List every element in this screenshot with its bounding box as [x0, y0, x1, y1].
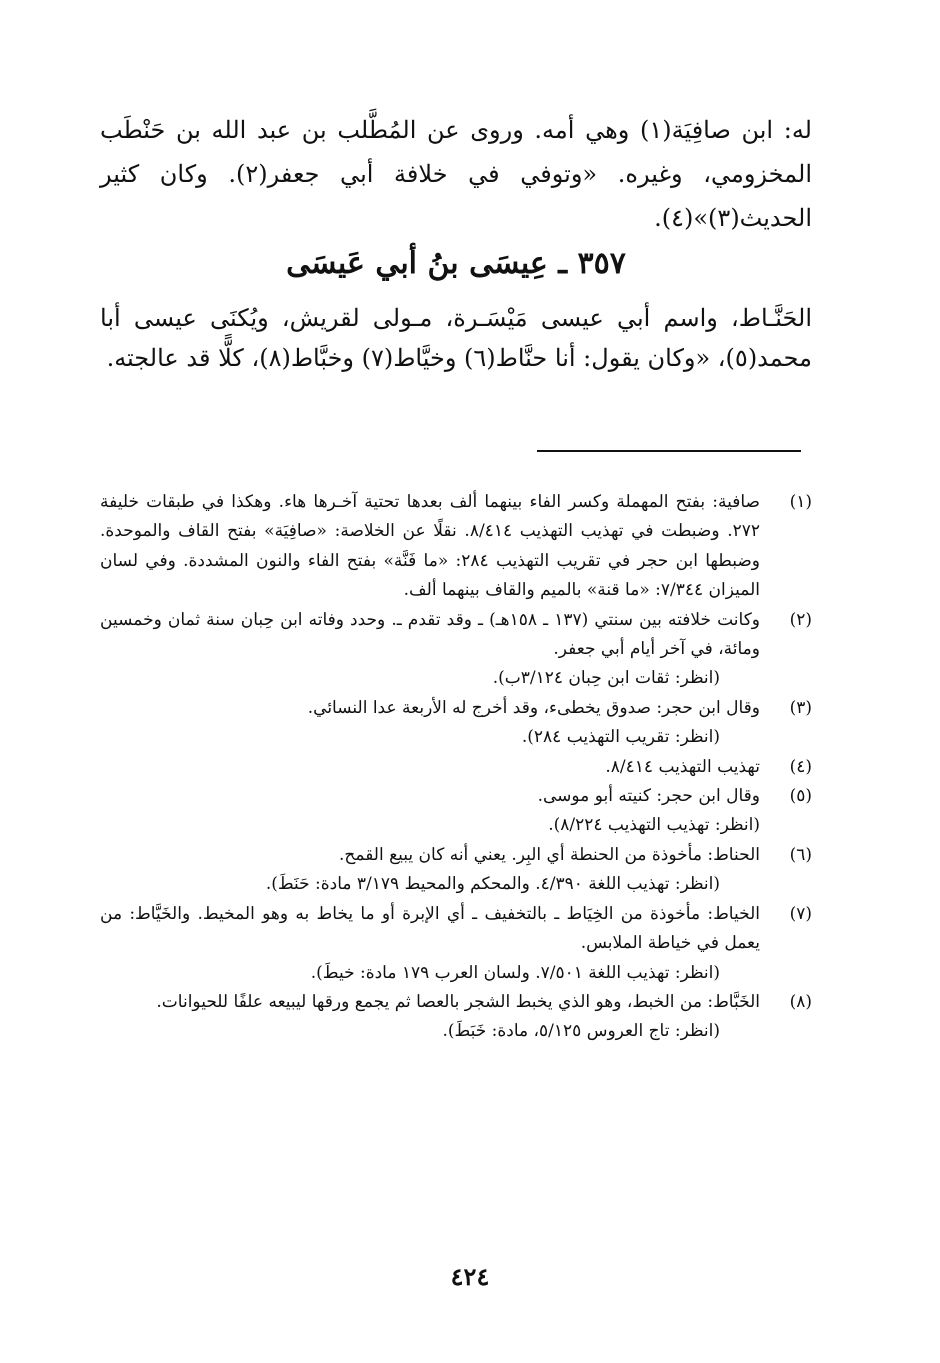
- footnotes-section: [100, 488, 812, 1047]
- footnote-number: (٢): [789, 609, 812, 630]
- footnote-text: صافية: بفتح المهملة وكسر الفاء بينهما ألف بعدها تحتية آخـرها هاء. وهكذا في طبقات خليفة ٢٧٢. وضبطت في تهذيب التهذيب ٨/٤١٤. نقلًا عن الخلاصة: «صافِيَة» بفتح القاف والموحدة. وضبطها ابن حجر في تقريب التهذيب ٢٨٤: «ما فَنَّة» بفتح الفاء والنون المشددة. وفي لسان الميزان ٧/٣٤٤: «ما قنة» بالميم والقاف بينهما ألف.: [100, 492, 761, 601]
- footnote-3: [100, 694, 812, 753]
- footnote-text: تهذيب التهذيب ٨/٤١٤.: [605, 756, 760, 777]
- footnote-text: وقال ابن حجر: صدوق يخطىء، وقد أخرج له الأربعة عدا النسائي.: [307, 697, 760, 718]
- footnote-text: الخَبَّاط: من الخبط، وهو الذي يخبط الشجر بالعصا ثم يجمع ورقها ليبيعه علفًا للحيوانات.: [156, 991, 760, 1012]
- footnote-4: [100, 753, 812, 782]
- footnote-text: الحناط: مأخوذة من الحنطة أي البِر. يعني أنه كان يبيع القمح.: [339, 844, 760, 865]
- footnote-reference: (انظر: تهذيب التهذيب ٨/٢٢٤).: [548, 815, 760, 836]
- footnote-reference: (انظر: تقريب التهذيب ٢٨٤).: [521, 727, 720, 748]
- footnote-5: [100, 782, 812, 841]
- entry-paragraph: الحَنَّـاط، واسم أبي عيسى مَيْسَـرة، مـولى لقريش، ويُكنَى عيسى أبا محمد(٥)، «وكان يقول: أنا حنَّاط(٦) وخيَّاط(٧) وخبَّاط(٨)، كلًّا قد عالجته.: [100, 304, 813, 372]
- footnote-number: (٣): [789, 697, 812, 718]
- footnote-number: (٧): [789, 903, 812, 924]
- footnote-text: الخياط: مأخوذة من الخِيَاط ـ بالتخفيف ـ أي الإبرة أو ما يخاط به وهو المخيط. والخَيَّاط: من يعمل في خياطة الملابس.: [100, 903, 760, 954]
- footnote-reference: (انظر: تهذيب اللغة ٤/٣٩٠. والمحكم والمحيط ٣/١٧٩ مادة: حَنَطَ).: [265, 874, 720, 895]
- footnote-text: وقال ابن حجر: كنيته أبو موسى.: [537, 786, 760, 807]
- footnote-number: (٨): [789, 991, 812, 1012]
- page-number: ٤٢٤: [450, 1262, 490, 1291]
- footnote-7: [100, 900, 812, 988]
- footnote-2: [100, 606, 812, 694]
- footnote-reference: (انظر: ثقات ابن حِبان ٣/١٢٤ب).: [492, 668, 720, 689]
- footnote-text: وكانت خلافته بين سنتي (١٣٧ ـ ١٥٨هـ) ـ وقد تقدم ـ. وحدد وفاته ابن حِبان سنة ثمان وخمسين ومائة، في آخر أيام أبي جعفر.: [100, 609, 760, 660]
- footnote-reference: (انظر: تاج العروس ٥/١٢٥، مادة: خَبَطَ).: [442, 1021, 720, 1042]
- footnote-number: (٤): [789, 756, 812, 777]
- footnote-number: (٦): [789, 844, 812, 865]
- footnote-8: [100, 988, 812, 1047]
- entry-heading: ٣٥٧ ـ عِيسَى بنُ أبي عَيسَى: [286, 246, 626, 281]
- footnote-6: [100, 841, 812, 900]
- footnote-divider: [537, 450, 801, 452]
- footnote-number: (٥): [789, 786, 812, 807]
- footnote-reference: (انظر: تهذيب اللغة ٧/٥٠١. ولسان العرب ١٧٩ مادة: خيطَ).: [310, 962, 720, 983]
- footnote-1: [100, 488, 812, 606]
- continued-paragraph: له: ابن صافِيَة(١) وهي أمه. وروى عن المُطَّلب بن عبد الله بن حَنْطَب المخزومي، وغيره. «وتوفي في خلافة أبي جعفر(٢). وكان كثير الحديث(٣)»(٤).: [100, 116, 812, 232]
- footnote-number: (١): [789, 492, 812, 512]
